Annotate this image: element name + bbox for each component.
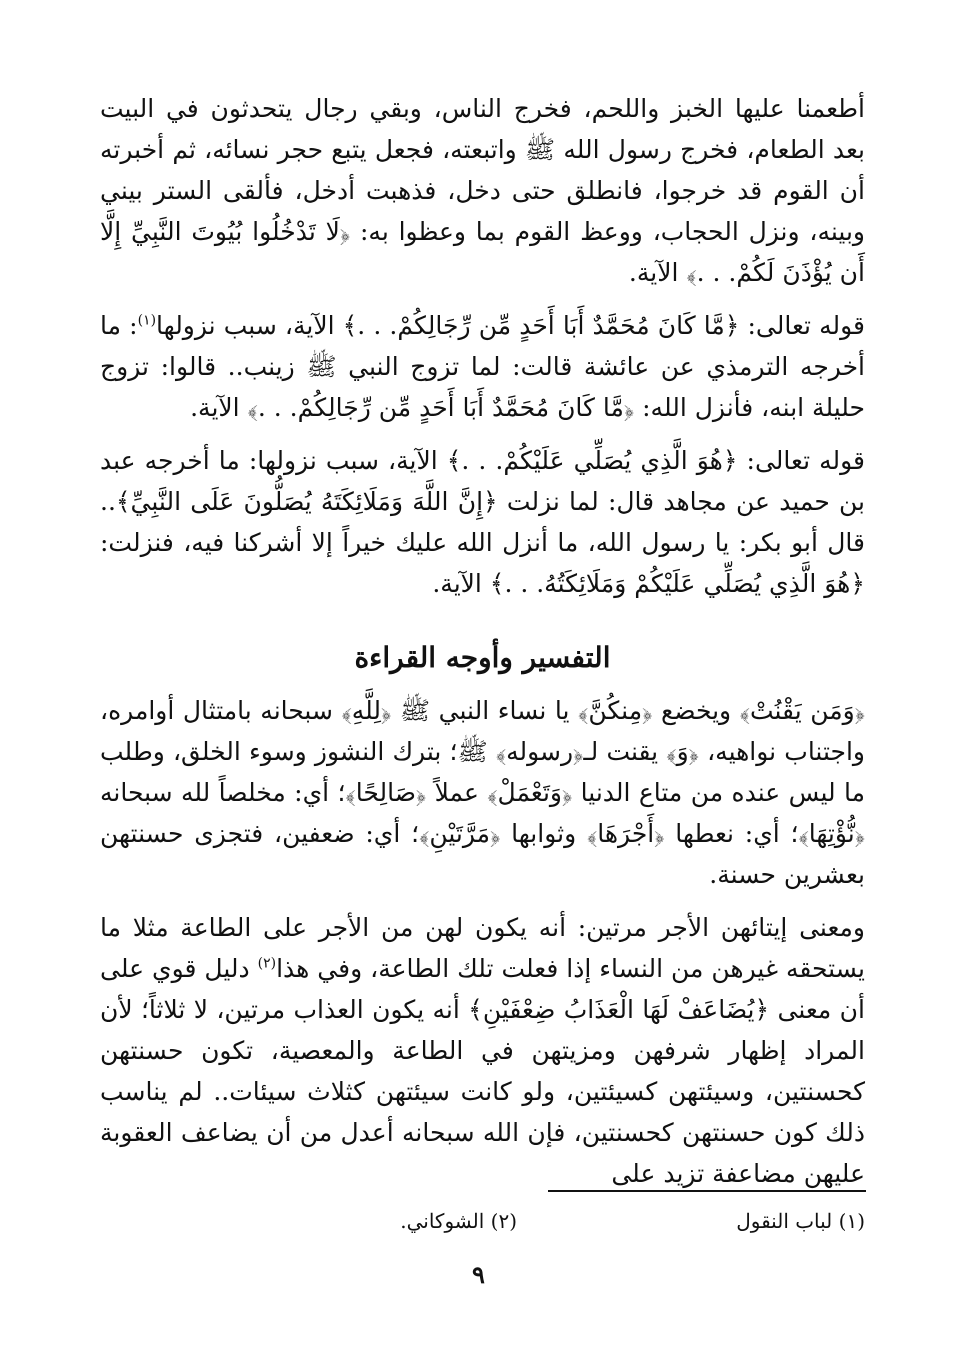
paragraph-muhammad <box>100 305 865 428</box>
page-number: ٩ <box>472 1260 485 1289</box>
body-text-bottom <box>100 690 865 1206</box>
paragraph-muhammad-colon: : <box>129 311 138 340</box>
footnote-marker-1: (١) <box>137 312 157 329</box>
footnote-1: (١) لباب النقول <box>736 1209 865 1233</box>
paragraph-meaning <box>100 907 865 1194</box>
paragraph-hijab: أطعمنا عليها الخبز واللحم، فخرج الناس، وبقي رجال يتحدثون في البيت بعد الطعام، فخرج رسول الله ﷺ واتبعته، فجعل يتبع حجر نسائه، ثم أخبرته أن القوم قد خرجوا، فانطلق حتى دخل، فذهبت أدخل، فألقى الستر بيني وبينه، ونزل الحجاب، ووعظ القوم بما وعظوا به: ﴿لَا تَدْخُلُوا بُيُوتَ النَّبِيِّ إِلَّا أَن يُؤْذَنَ لَكُمْ. . .﴾ الآية. <box>100 94 865 287</box>
paragraph-muhammad-body: ما أخرجه الترمذي عن عائشة قالت: لما تزوج النبي ﷺ زينب.. قالوا: تزوج حليلة ابنه، فأنزل الله: ﴿مَّا كَانَ مُحَمَّدٌ أَبَا أَحَدٍ مِّن رِّجَالِكُمْ. . .﴾ الآية. <box>100 311 865 422</box>
paragraph-salat: قوله تعالى: ﴿هُوَ الَّذِي يُصَلِّي عَلَيْكُمْ. . .﴾ الآية، سبب نزولها: ما أخرجه عبد بن حميد عن مجاهد قال: لما نزلت ﴿إِنَّ اللَّهَ وَمَلَائِكَتَهُ يُصَلُّونَ عَلَى النَّبِيِّ﴾.. قال أبو بكر: يا رسول الله، ما أنزل الله عليك خيراً إلا أشركنا فيه، فنزلت: ﴿هُوَ الَّذِي يُصَلِّي عَلَيْكُمْ وَمَلَائِكَتُهُ. . .﴾ الآية. <box>100 446 865 598</box>
paragraph-meaning-b: دليل قوي على أن معنى ﴿يُضَاعَفْ لَهَا الْعَذَابُ ضِعْفَيْنِ﴾ أنه يكون العذاب مرتين، لا ثلاثاً؛ لأن المراد إظهار شرفهن ومزيتهن في الطاعة والمعصية، تكون حسنتهن كحسنتين، وسيئتهن كسيئتين، ولو كانت سيئتهن كثلاث سيئات.. لم يناسب ذلك كون حسنتهن كحسنتين، فإن الله سبحانه أعدل من أن يضاعف العقوبة عليهن مضاعفة تزيد على <box>100 954 865 1188</box>
footnote-separator <box>548 1190 866 1192</box>
footnote-2: (٢) الشوكاني. <box>400 1209 517 1233</box>
paragraph-tafsir: ﴿وَمَن يَقْنُتْ﴾ ويخضع ﴿مِنكُنَّ﴾ يا نساء النبي ﷺ ﴿لِلَّهِ﴾ سبحانه بامتثال أوامره، واجتناب نواهيه، ﴿وَ﴾ يقنت لـ﴿رسوله﴾ ﷺ؛ بترك النشوز وسوء الخلق، وطلب ما ليس عنده من متاع الدنيا ﴿وَتَعْمَلْ﴾ عملاً ﴿صَالِحًا﴾؛ أي: مخلصاً لله سبحانه ﴿نُّؤْتِهَا﴾؛ أي: نعطها ﴿أَجْرَهَا﴾ وثوابها ﴿مَرَّتَيْنِ﴾؛ أي: ضعفين، فتجزى حسنتهن بعشرين حسنة. <box>100 696 865 889</box>
paragraph-muhammad-lead: قوله تعالى: ﴿مَّا كَانَ مُحَمَّدٌ أَبَا أَحَدٍ مِّن رِّجَالِكُمْ. . .﴾ الآية، سبب نزولها <box>156 311 866 340</box>
section-heading: التفسير وأوجه القراءة <box>354 641 611 674</box>
footnote-marker-2: (٢) <box>257 955 277 972</box>
body-text-top <box>100 88 865 616</box>
paragraph-meaning-a: ومعنى إيتائهن الأجر مرتين: أنه يكون لهن من الأجر على الطاعة مثلا ما يستحقه غيرهن من النساء إذا فعلت تلك الطاعة، وفي هذا <box>100 913 865 983</box>
